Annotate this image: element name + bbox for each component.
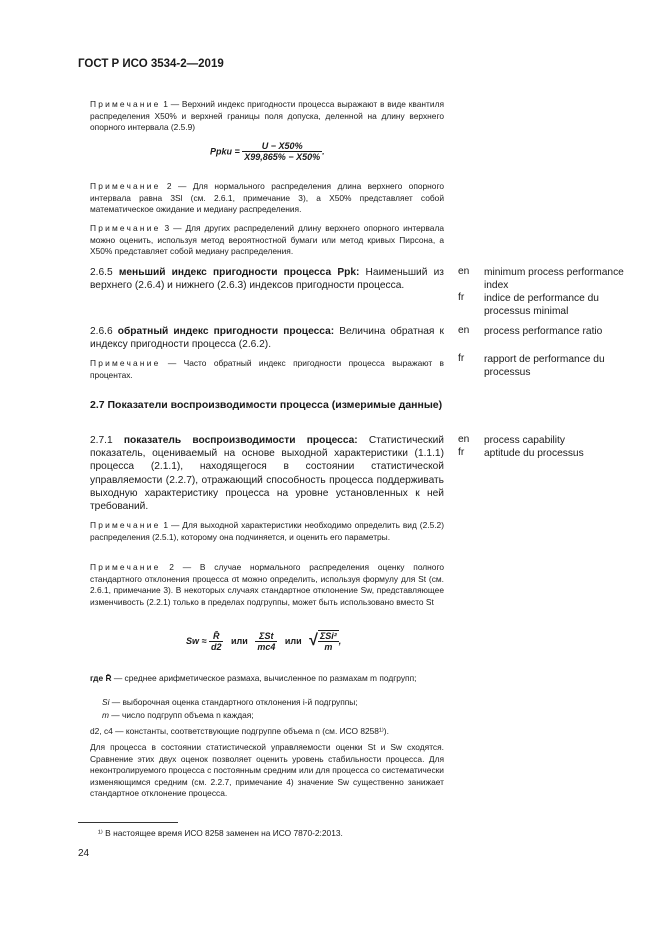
note-3	[90, 223, 444, 258]
note-2-7-1-1	[90, 520, 444, 543]
definition-2-6-6	[90, 325, 444, 351]
formula-numerator: ΣSt	[255, 631, 277, 642]
lang-code-fr: fr	[458, 353, 465, 364]
where-text: — выборочная оценка стандартного отклонения i-й подгруппы;	[109, 697, 358, 707]
term-fr: indice de performance du processus minimal	[484, 293, 599, 317]
lang-code-en: en	[458, 325, 470, 336]
note-label: Примечание	[90, 358, 161, 368]
definition-2-7-1	[90, 434, 444, 513]
sqrt-icon: √	[309, 632, 318, 649]
page-header: ГОСТ Р ИСО 3534-2—2019	[78, 58, 224, 70]
where-text: — число подгрупп объема n каждая;	[108, 710, 254, 720]
lang-code-en: en	[458, 266, 470, 277]
note-text: 3 — Для других распределений длину верхнего опорного интервала можно оценить, используя метод вероятностной бумаги или метод кривых Пирсона, а X50% представляет собой медиану распределения.	[90, 223, 444, 257]
def-number: 2.7.1	[90, 435, 113, 446]
note-text: 2 — Для нормального распределения длина верхнего опорного интервала равна 3Sl (см. 2.6.1, примечание 3), а X50% представляет собой математическое ожидание и медиану распределения.	[90, 181, 444, 215]
note-label: Примечание	[90, 99, 161, 109]
formula-sw	[186, 630, 341, 652]
note-2	[90, 181, 444, 216]
formula-end: .	[322, 146, 325, 157]
definition-2-6-5	[90, 266, 444, 292]
lang-code-fr: fr	[458, 447, 465, 458]
footnote: ¹⁾ В настоящее время ИСО 8258 заменен на ИСО 7870-2:2013.	[98, 828, 343, 838]
note-label: Примечание	[90, 520, 161, 530]
formula-or: или	[284, 636, 302, 646]
def-term: обратный индекс пригодности процесса:	[117, 326, 335, 337]
formula-numerator: ΣSi²	[319, 631, 337, 641]
where-symbol: где R̄	[90, 673, 112, 683]
formula-denominator: d2	[210, 641, 222, 652]
where-text: — константы, соответствующие подгруппе объема n (см. ИСО 8258¹⁾).	[112, 726, 389, 736]
def-number: 2.6.5	[90, 267, 113, 278]
where-symbol: m	[102, 710, 109, 720]
where-text: — среднее арифметическое размаха, вычисленное по размахам m подгрупп;	[111, 673, 417, 683]
note-label: Примечание	[90, 562, 161, 572]
note-label: Примечание	[90, 223, 161, 233]
def-number: 2.6.6	[90, 326, 113, 337]
note-text: 1 — Верхний индекс пригодности процесса выражают в виде квантиля распределения X50% и верхней границы поля допуска, деленной на длину верхнего опорного интервала (2.5.9)	[90, 99, 444, 133]
formula-denominator: m	[324, 642, 333, 652]
term-fr: aptitude du processus	[484, 448, 584, 459]
formula-numerator: R̄	[209, 631, 224, 642]
formula-ppku	[210, 141, 325, 162]
note-text: 1 — Для выходной характеристики необходимо определить вид (2.5.2) распределения (2.5.1), которому она подчиняется, и оценить его параметры.	[90, 520, 444, 542]
where-symbol: Si	[102, 697, 110, 707]
where-symbol: d2, c4	[90, 726, 113, 736]
def-term: показатель воспроизводимости процесса:	[123, 435, 358, 446]
def-text: Наименьший из верхнего (2.6.4) и нижнего (2.6.3) индексов пригодности процесса.	[90, 267, 444, 292]
note-text: — Часто обратный индекс пригодности процесса выражают в процентах.	[90, 358, 444, 380]
lang-code-en: en	[458, 434, 470, 445]
formula-lhs: Sw ≈	[186, 636, 207, 646]
final-paragraph: Для процесса в состоянии статистической управляемости оценки St и Sw сходятся. Сравнение этих двух оценок позволяет оценить уровень стабильности процесса. Для неконтролируемого процесса с постоянным средним или для процесса со систематически изменяющимся средним (см. 2.2.7, примечание 4) значение Sw существенно занижает стандартное отклонение процесса.	[90, 742, 444, 799]
def-text: Величина обратная к индексу пригодности процесса (2.6.2).	[90, 326, 444, 351]
formula-numerator: U − X50%	[242, 141, 322, 152]
term-fr: rapport de performance du processus	[484, 354, 605, 378]
def-term: меньший индекс пригодности процесса Ppk:	[118, 267, 360, 278]
lang-code-fr: fr	[458, 292, 465, 303]
note-text: 2 — В случае нормального распределения оценку полного стандартного отклонения процесса σt можно определить, используя формулу для St (см. 2.6.1, примечание 3). В некоторых случаях стандартное отклонение Sw, представляющее изменчивость (2.2.1) только в пределах подгруппы, может быть использовано вместо St	[90, 562, 444, 607]
formula-denominator: X99,865% − X50%	[244, 152, 321, 162]
page-number: 24	[78, 848, 90, 859]
def-text: Статистический показатель, оцениваемый на основе выходной характеристики (1.1.1) процесса (2.1.1), находящегося в состоянии статистической управляемости (2.2.7), отражающий способность процесса поддерживать выходную характеристику процесса на уровне установленных к ней требований.	[90, 435, 444, 513]
formula-end: ,	[338, 636, 342, 646]
formula-or: или	[231, 636, 248, 646]
term-en: process performance ratio	[484, 326, 603, 337]
note-1	[90, 99, 444, 134]
note-2-6-6	[90, 358, 444, 381]
note-2-7-1-2	[90, 562, 444, 608]
term-en: minimum process performance index	[484, 267, 624, 291]
where-item-m	[102, 710, 444, 722]
note-label: Примечание	[90, 181, 161, 191]
footnote-divider	[78, 822, 178, 823]
where-item-r	[90, 673, 444, 685]
where-item-d2c4	[90, 726, 444, 738]
term-en: process capability	[484, 435, 565, 446]
formula-lhs: Ppku =	[210, 146, 240, 157]
formula-denominator: mc4	[257, 641, 276, 652]
where-item-si	[102, 697, 444, 709]
section-heading-2-7: 2.7 Показатели воспроизводимости процесса (измеримые данные)	[90, 399, 443, 411]
